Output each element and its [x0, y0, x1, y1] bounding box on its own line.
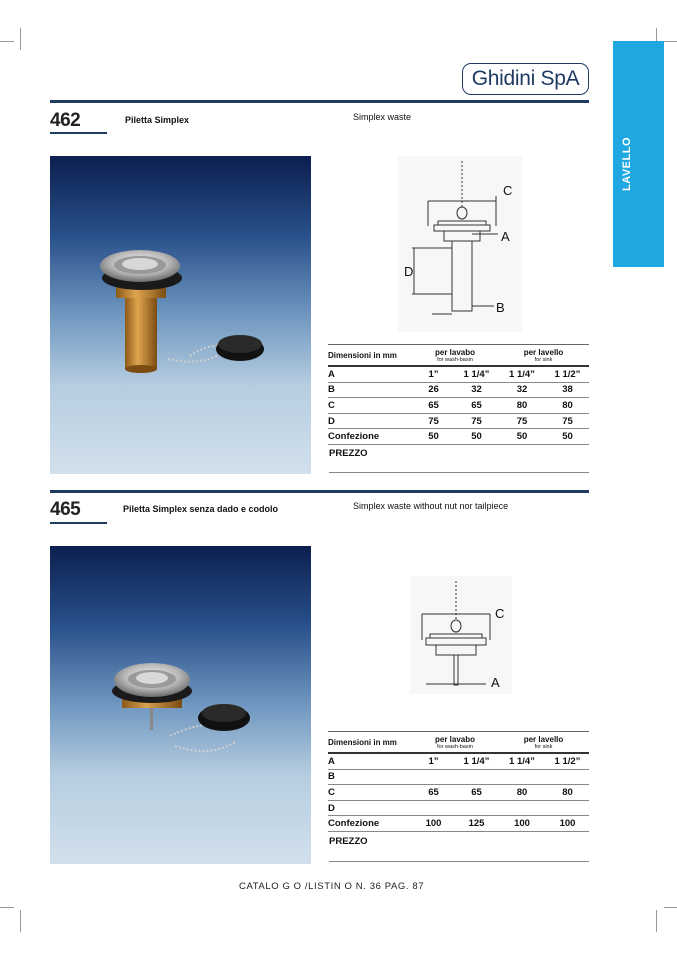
table-row: B 26 32 32 38 [328, 382, 589, 398]
section-tab-label: LAVELLO [621, 136, 633, 191]
table-row: Confezione 100 125 100 100 [328, 816, 589, 832]
table-row: C 65 65 80 80 [328, 785, 589, 801]
product-title-en: Simplex waste [353, 112, 412, 122]
spec-table-group-lavabo: per lavabo for wash-basin [412, 732, 498, 754]
product-code-underline [50, 522, 107, 524]
price-label: PREZZO [329, 836, 368, 847]
table-row: D [328, 800, 589, 816]
section-tab [613, 41, 664, 267]
diagram-label-c: C [495, 606, 505, 621]
table-row: Confezione 50 50 50 50 [328, 429, 589, 445]
header-rule [50, 100, 589, 103]
spec-table [328, 731, 589, 832]
product-title-en: Simplex waste without nut nor tailpiece [353, 501, 509, 511]
table-row: A 1” 1 1/4” 1 1/4” 1 1/2” [328, 366, 589, 382]
diagram-label-a: A [491, 675, 500, 690]
price-rule [329, 861, 589, 862]
price-rule [329, 472, 589, 473]
waste-fitting-image [50, 546, 311, 864]
crop-mark [656, 910, 657, 932]
table-row: C 65 65 80 80 [328, 398, 589, 414]
spec-table-dim-label: Dimensioni in mm [328, 732, 412, 754]
page-footer: CATALO G O /LISTIN O N. 36 PAG. 87 [239, 881, 425, 892]
table-row: A 1” 1 1/4” 1 1/4” 1 1/2” [328, 753, 589, 769]
spec-table-group-lavello: per lavello for sink [498, 345, 589, 367]
diagram-label-a: A [501, 229, 510, 244]
section-rule [50, 490, 589, 493]
brand-logo: Ghidini SpA [462, 63, 589, 95]
crop-mark [20, 910, 21, 932]
crop-mark [664, 907, 677, 908]
table-row: B [328, 769, 589, 785]
diagram-label-b: B [496, 300, 505, 315]
product-photo [50, 156, 311, 474]
product-code-underline [50, 132, 107, 134]
spec-table-dim-label: Dimensioni in mm [328, 345, 412, 367]
product-code: 462 [50, 110, 81, 131]
diagram-label-c: C [503, 183, 513, 198]
crop-mark [0, 41, 14, 42]
product-photo [50, 546, 311, 864]
crop-mark [0, 907, 14, 908]
spec-table [328, 344, 589, 445]
product-title-it: Piletta Simplex senza dado e codolo [123, 504, 279, 514]
spec-table-group-lavabo: per lavabo for wash-basin [412, 345, 498, 367]
spec-table-group-lavello: per lavello for sink [498, 732, 589, 754]
crop-mark [20, 28, 21, 50]
product-code: 465 [50, 499, 81, 520]
price-label: PREZZO [329, 448, 368, 459]
table-row: D 75 75 75 75 [328, 413, 589, 429]
crop-mark [664, 41, 677, 42]
diagram-label-d: D [404, 264, 414, 279]
waste-fitting-image [50, 156, 311, 474]
product-title-it: Piletta Simplex [125, 115, 190, 125]
